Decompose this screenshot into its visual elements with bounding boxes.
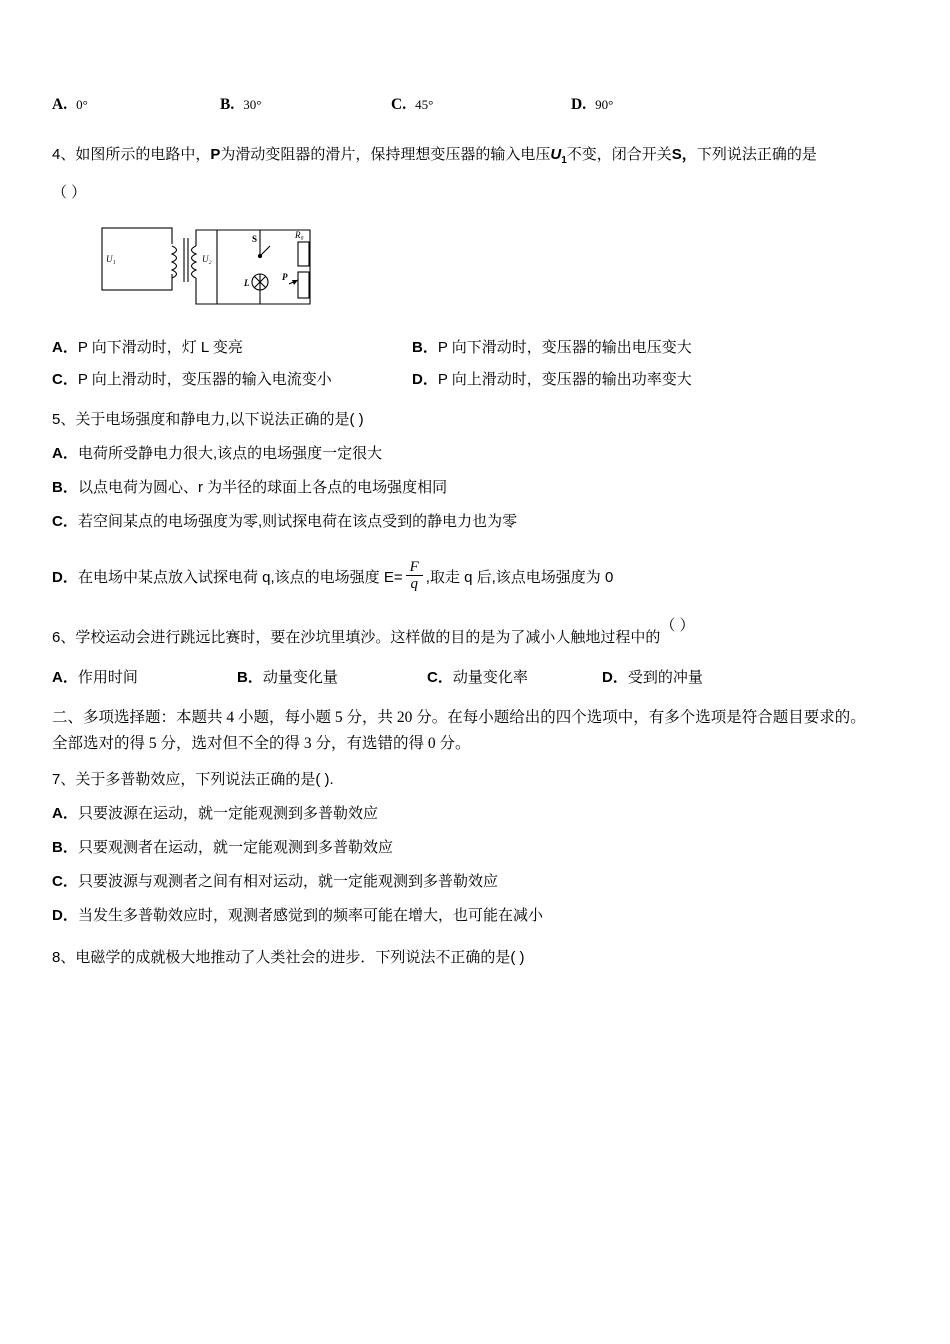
q6-choice-b-text: 动量变化量 — [262, 669, 338, 687]
question-4-choices-row-2 — [52, 365, 898, 395]
q4-stem-u-sub: 1 — [561, 155, 567, 166]
q7-choice-d-label: D． — [52, 907, 78, 925]
q6-choice-a — [52, 663, 237, 693]
fraction-f-over-q — [406, 559, 423, 593]
q5-choice-d — [52, 561, 898, 595]
question-4-choices-row-1 — [52, 333, 898, 363]
q6-choice-a-text: 作用时间 — [77, 669, 138, 687]
option-b-value: 30° — [243, 97, 262, 112]
q4-stem-part-a: 4、如图所示的电路中， — [52, 146, 211, 163]
q5-choice-b-text: 以点电荷为圆心、r 为半径的球面上各点的电场强度相同 — [78, 479, 448, 496]
q4-choice-a-label: A． — [52, 339, 78, 356]
q5-choice-a-label: A． — [52, 445, 78, 462]
label-r0: R₀ — [295, 230, 304, 240]
q6-choice-a-label: A． — [52, 669, 78, 687]
option-c-label: C. — [391, 96, 407, 113]
q4-choice-c — [52, 365, 412, 395]
q5-choice-d-text-after: ,取走 q 后,该点电场强度为 0 — [425, 569, 614, 586]
q4-stem-part-g: 下列说法正确的是 — [696, 146, 817, 163]
circuit-diagram-svg — [92, 218, 322, 318]
question-5-stem: 5、关于电场强度和静电力,以下说法正确的是( ) — [52, 411, 364, 428]
question-4-stem — [52, 140, 898, 176]
label-u1: U₁ — [106, 254, 116, 264]
option-a — [52, 96, 220, 114]
q4-choice-b-text: P 向下滑动时，变压器的输出电压变大 — [437, 339, 692, 356]
q6-choice-b — [237, 663, 427, 693]
q7-choice-a-text: 只要波源在运动，就一定能观测到多普勒效应 — [78, 805, 379, 823]
q4-choice-a-text: P 向下滑动时，灯 L 变亮 — [77, 339, 243, 356]
q4-choice-c-label: C． — [52, 371, 78, 388]
q5-choice-c — [52, 505, 898, 539]
option-d-label: D. — [571, 96, 587, 113]
section-2-instructions — [52, 705, 898, 757]
option-a-label: A. — [52, 96, 68, 113]
q7-choice-b — [52, 831, 898, 865]
q4-choice-d-label: D． — [412, 371, 438, 388]
q6-choice-c-text: 动量变化率 — [452, 669, 528, 687]
q6-choice-d-text: 受到的冲量 — [627, 669, 703, 687]
section-2-line-1: 二、多项选择题：本题共 4 小题，每小题 5 分，共 20 分。在每小题给出的四个选项中，有多个选项是符合题目要求的。 — [52, 709, 866, 727]
option-c-value: 45° — [415, 97, 434, 112]
q5-choice-d-text-before: 在电场中某点放入试探电荷 q,该点的电场强度 E= — [78, 569, 403, 586]
option-d — [571, 96, 613, 114]
q5-choice-b — [52, 471, 898, 505]
q5-choice-c-text: 若空间某点的电场强度为零,则试探电荷在该点受到的静电力也为零 — [78, 513, 518, 530]
q4-stem-p: P — [210, 146, 221, 163]
q5-choice-c-label: C． — [52, 513, 78, 530]
q5-choice-a — [52, 437, 898, 471]
q6-choice-d — [602, 663, 703, 693]
option-a-value: 0° — [76, 97, 88, 112]
q7-choice-b-label: B． — [52, 839, 78, 857]
q7-choice-c — [52, 865, 898, 899]
section-2-line-2: 全部选对的得 5 分，选对但不全的得 3 分，有选错的得 0 分。 — [52, 735, 471, 753]
fraction-numerator: F — [409, 559, 419, 576]
label-u2: U₂ — [202, 254, 212, 264]
q4-choice-d — [412, 365, 742, 395]
question-6-stem — [52, 617, 898, 653]
q7-choice-d-text: 当发生多普勒效应时，观测者感觉到的频率可能在增大，也可能在减小 — [78, 907, 544, 925]
q6-choice-c-label: C． — [427, 669, 453, 687]
q7-choice-c-text: 只要波源与观测者之间有相对运动，就一定能观测到多普勒效应 — [78, 873, 499, 891]
q6-choice-b-label: B． — [237, 669, 263, 687]
q4-choice-b-label: B． — [412, 339, 438, 356]
q7-choice-b-text: 只要观测者在运动，就一定能观测到多普勒效应 — [78, 839, 394, 857]
q5-choice-b-label: B． — [52, 479, 78, 496]
circuit-diagram-figure — [92, 218, 898, 323]
q4-stem-u: U — [550, 146, 562, 163]
q6-choice-d-label: D． — [602, 669, 628, 687]
q4-choice-a — [52, 333, 412, 363]
question-7-stem: 7、关于多普勒效应，下列说法正确的是( ). — [52, 771, 334, 789]
question-8-stem: 8、电磁学的成就极大地推动了人类社会的进步．下列说法不正确的是( ) — [52, 949, 525, 967]
q7-choice-c-label: C． — [52, 873, 78, 891]
option-b-label: B. — [220, 96, 235, 113]
q7-choice-a-label: A． — [52, 805, 78, 823]
q5-choice-d-label: D． — [52, 569, 78, 586]
q5-choice-a-text: 电荷所受静电力很大,该点的电场强度一定很大 — [78, 445, 383, 462]
question-3-options — [52, 96, 898, 114]
option-c — [391, 96, 571, 114]
q4-stem-s: S， — [671, 146, 697, 163]
question-6-choices — [52, 663, 898, 693]
label-switch: S — [252, 234, 258, 244]
q7-choice-d — [52, 899, 898, 933]
q6-paren: （ ） — [660, 617, 695, 635]
q6-stem-text: 6、学校运动会进行跳远比赛时，要在沙坑里填沙。这样做的目的是为了减小人触地过程中的 — [52, 629, 661, 647]
label-slider: P — [282, 272, 288, 282]
q6-choice-c — [427, 663, 602, 693]
label-lamp: L — [244, 278, 250, 288]
fraction-denominator: q — [406, 575, 423, 593]
q4-choice-d-text: P 向上滑动时，变压器的输出功率变大 — [437, 371, 692, 388]
q4-choice-b — [412, 333, 742, 363]
q7-choice-a — [52, 797, 898, 831]
q4-choice-c-text: P 向上滑动时，变压器的输入电流变小 — [77, 371, 332, 388]
q4-stem-part-c: 为滑动变阻器的滑片，保持理想变压器的输入电压 — [220, 146, 551, 163]
question-4-paren: （ ） — [52, 184, 87, 201]
q4-stem-part-e: 不变，闭合开关 — [566, 146, 672, 163]
option-b — [220, 96, 391, 114]
option-d-value: 90° — [595, 97, 614, 112]
